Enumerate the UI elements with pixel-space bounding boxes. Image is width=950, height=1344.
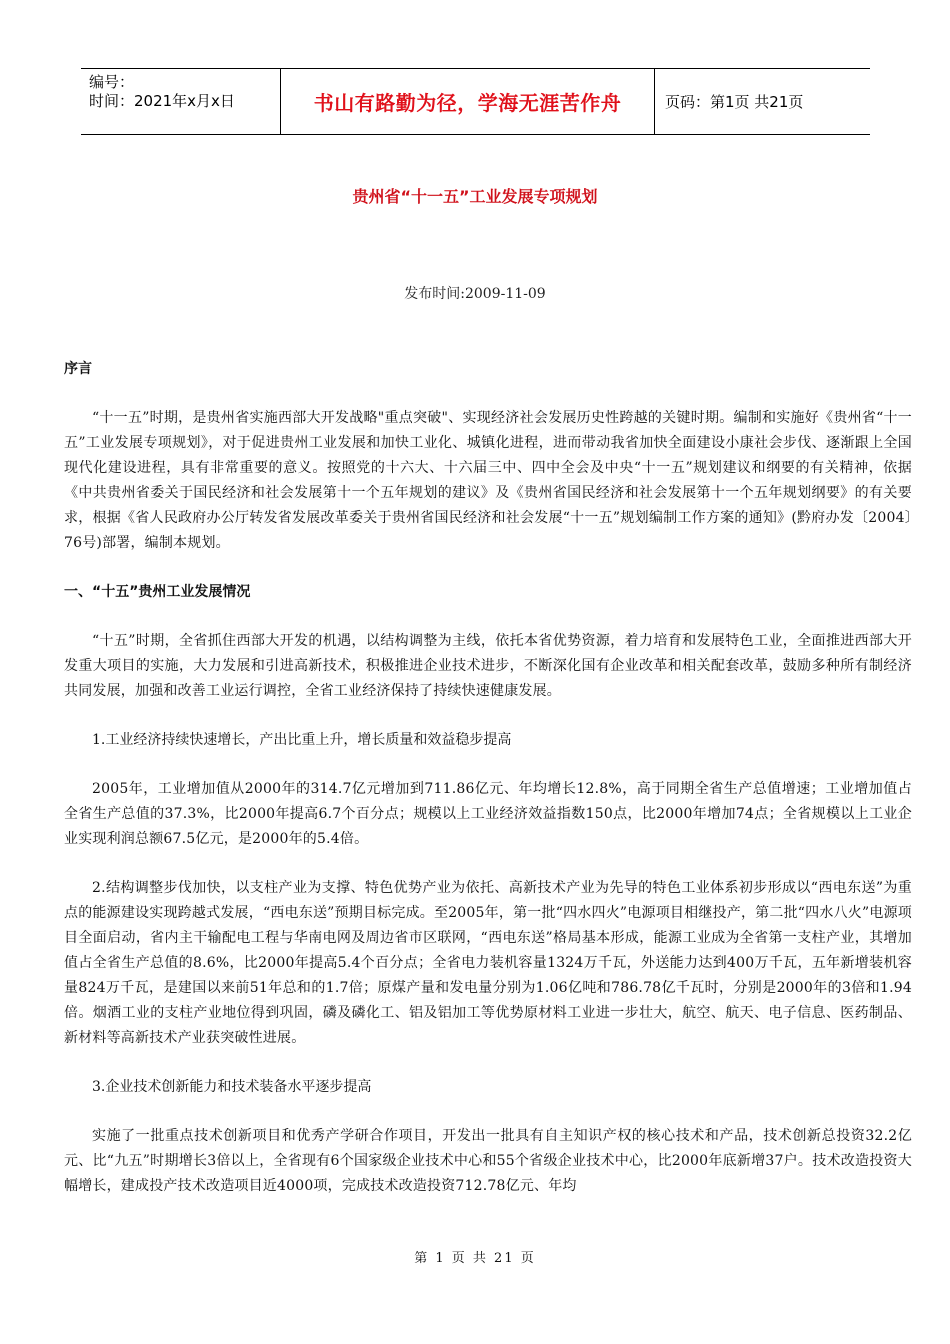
document-body — [64, 357, 912, 1223]
code-label: 编号： — [89, 73, 135, 91]
header-table — [81, 68, 870, 135]
subsection3-paragraph: 实施了一批重点技术创新项目和优秀产学研合作项目，开发出一批具有自主知识产权的核心技术和产品，技术创新总投资32.2亿元、比“九五”时期增长3倍以上，全省现有6个国家级企业技术中心和55个省级企业技术中心，比2000年底新增37户。技术改造投资大幅增长，建成投产技术改造项目近4000项，完成技术改造投资712.78亿元、年均 — [64, 1128, 912, 1194]
section1-intro-paragraph: “十五”时期，全省抓住西部大开发的机遇，以结构调整为主线，依托本省优势资源，着力培育和发展特色工业，全面推进西部大开发重大项目的实施，大力发展和引进高新技术，积极推进企业技术进步，不断深化国有企业改革和相关配套改革，鼓励多种所有制经济共同发展，加强和改善工业运行调控，全省工业经济保持了持续快速健康发展。 — [64, 633, 912, 699]
header-motto-cell — [280, 69, 655, 134]
subsection1-heading: 1.工业经济持续快速增长，产出比重上升，增长质量和效益稳步提高 — [92, 732, 512, 748]
subsection1-paragraph: 2005年，工业增加值从2000年的314.7亿元增加到711.86亿元、年均增长12.8%，高于同期全省生产总值增速；工业增加值占全省生产总值的37.3%，比2000年提高6.7个百分点；规模以上工业经济效益指数150点，比2000年增加74点；全省规模以上工业企业实现利润总额67.5亿元，是2000年的5.4倍。 — [64, 781, 912, 847]
preface-heading: 序言 — [64, 361, 92, 377]
header-page-cell — [655, 69, 870, 134]
publish-date: 发布时间:2009-11-09 — [404, 286, 546, 302]
preface-paragraph: “十一五”时期，是贵州省实施西部大开发战略"重点突破"、实现经济社会发展历史性跨越的关键时期。编制和实施好《贵州省“十一五”工业发展专项规划》，对于促进贵州工业发展和加快工业化、城镇化进程，进而带动我省加快全面建设小康社会步伐、逐渐跟上全国现代化建设进程，具有非常重要的意义。按照党的十六大、十六届三中、四中全会及中央“十一五”规划建议和纲要的有关精神，依据《中共贵州省委关于国民经济和社会发展第十一个五年规划的建议》及《贵州省国民经济和社会发展第十一个五年规划纲要》的有关要求，根据《省人民政府办公厅转发省发展改革委关于贵州省国民经济和社会发展“十一五”规划编制工作方案的通知》(黔府办发〔2004〕76号)部署，编制本规划。 — [64, 410, 912, 551]
motto-text: 书山有路勤为径，学海无涯苦作舟 — [313, 91, 622, 115]
time-label: 时间：2021年x月x日 — [89, 92, 235, 110]
header-meta-cell — [81, 69, 280, 134]
section1-heading: 一、“十五”贵州工业发展情况 — [64, 584, 251, 600]
subsection3-heading: 3.企业技术创新能力和技术装备水平逐步提高 — [92, 1079, 372, 1095]
page-footer: 第 1 页 共 21 页 — [414, 1251, 536, 1266]
page-info: 页码：第1页 共21页 — [665, 93, 804, 111]
document-title: 贵州省“十一五”工业发展专项规划 — [352, 187, 598, 206]
subsection2-paragraph: 2.结构调整步伐加快，以支柱产业为支撑、特色优势产业为依托、高新技术产业为先导的特色工业体系初步形成以“西电东送”为重点的能源建设实现跨越式发展，“西电东送”预期目标完成。至2005年，第一批“四水四火”电源项目相继投产，第二批“四水八火”电源项目全面启动，省内主干输配电工程与华南电网及周边省市区联网，“西电东送”格局基本形成，能源工业成为全省第一支柱产业，其增加值占全省生产总值的8.6%，比2000年提高5.4个百分点；全省电力装机容量1324万千瓦，外送能力达到400万千瓦，五年新增装机容量824万千瓦，是建国以来前51年总和的1.7倍；原煤产量和发电量分别为1.06亿吨和786.78亿千瓦时，分别是2000年的3倍和1.94倍。烟酒工业的支柱产业地位得到巩固，磷及磷化工、铝及铝加工等优势原材料工业进一步壮大，航空、航天、电子信息、医药制品、新材料等高新技术产业获突破性进展。 — [64, 880, 912, 1046]
